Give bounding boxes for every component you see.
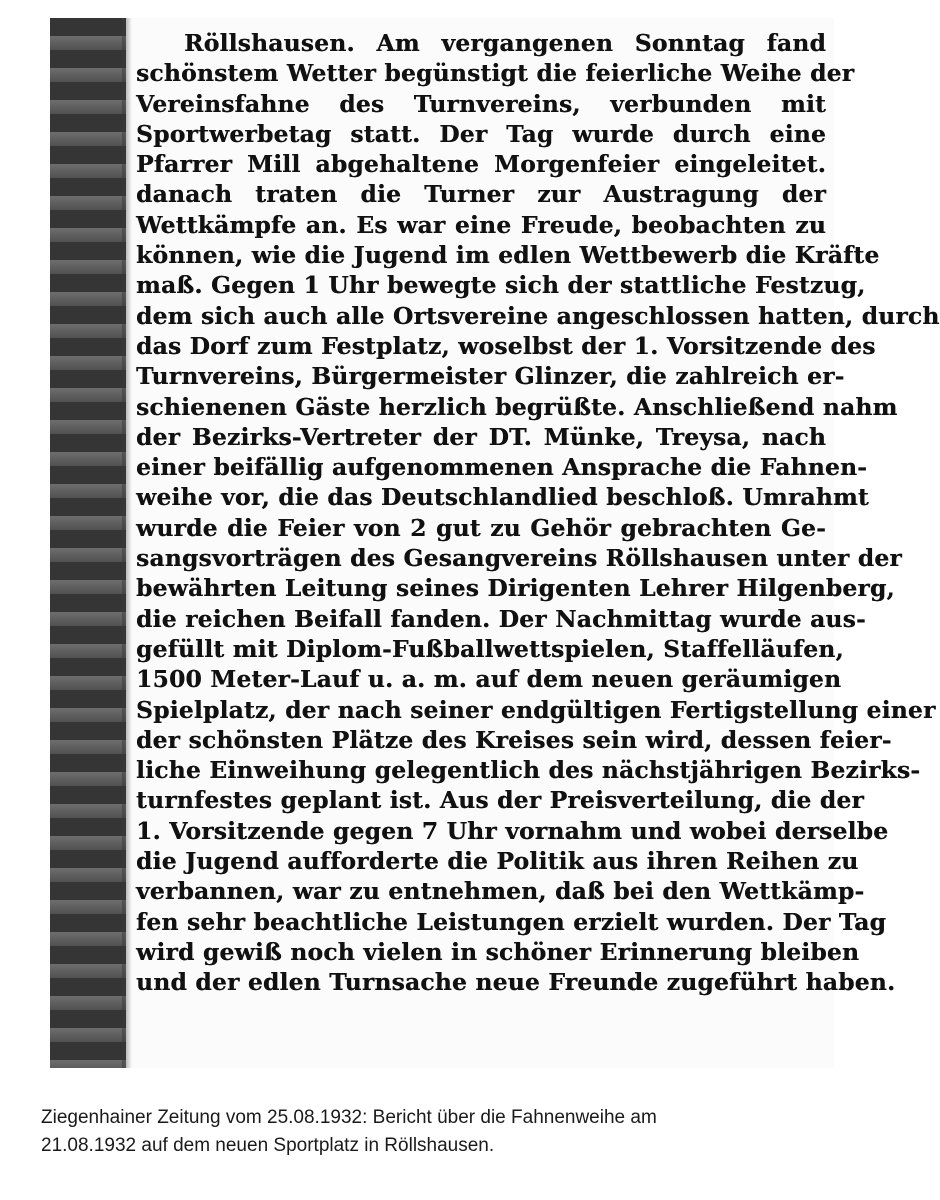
article-line: einer beifällig aufgenommenen Ansprache die Fahnen- (136, 453, 868, 482)
article-line: sangsvorträgen des Gesangvereins Röllshausen unter der (136, 544, 902, 573)
article-line: wird gewiß noch vielen in schöner Erinnerung bleiben (136, 937, 860, 966)
article-line: Spielplatz, der nach seiner endgültigen Fertigstellung einer (136, 695, 936, 724)
article-line: verbannen, war zu entnehmen, daß bei den Wettkämp- (136, 877, 865, 906)
article-line: Pfarrer Mill abgehaltene Morgenfeier eingeleitet. (136, 150, 826, 179)
article-line: gefüllt mit Diplom-Fußballwettspielen, Staffelläufen, (136, 634, 844, 663)
scan-edge-shadow (50, 18, 126, 1068)
article-line: fen sehr beachtliche Leistungen erzielt wurden. Der Tag (136, 907, 887, 936)
article-line: die reichen Beifall fanden. Der Nachmittag wurde aus- (136, 604, 866, 633)
article-line: danach traten die Turner zur Austragung der (136, 180, 826, 209)
article-line: wurde die Feier von 2 gut zu Gehör gebrachten Ge- (136, 513, 826, 542)
article-line: Röllshausen. Am vergangenen Sonntag fand (184, 29, 826, 57)
article-text (136, 28, 940, 998)
article-line: der Bezirks-Vertreter der DT. Münke, Treysa, nach (136, 422, 826, 451)
article-line: die Jugend aufforderte die Politik aus ihren Reihen zu (136, 847, 859, 876)
article-line: schönstem Wetter begünstigt die feierliche Weihe der (136, 59, 855, 88)
article-line: Vereinsfahne des Turnvereins, verbunden mit (136, 89, 826, 118)
caption-line: Ziegenhainer Zeitung vom 25.08.1932: Bericht über die Fahnenweihe am (41, 1107, 657, 1128)
article-line: maß. Gegen 1 Uhr bewegte sich der stattliche Festzug, (136, 271, 866, 300)
article-line: Turnvereins, Bürgermeister Glinzer, die zahlreich er- (136, 362, 845, 391)
article-line: liche Einweihung gelegentlich des nächstjährigen Bezirks- (136, 756, 921, 785)
article-line: 1. Vorsitzende gegen 7 Uhr vornahm und wobei derselbe (136, 816, 889, 845)
article-line: und der edlen Turnsache neue Freunde zugeführt haben. (136, 968, 896, 997)
article-line: dem sich auch alle Ortsvereine angeschlossen hatten, durch (136, 301, 940, 330)
article-line: das Dorf zum Festplatz, woselbst der 1. Vorsitzende des (136, 331, 876, 360)
article-line: weihe vor, die das Deutschlandlied beschloß. Umrahmt (136, 483, 869, 512)
newspaper-clipping (50, 18, 940, 1068)
caption-line: 21.08.1932 auf dem neuen Sportplatz in Röllshausen. (41, 1135, 495, 1156)
article-line: bewährten Leitung seines Dirigenten Lehrer Hilgenberg, (136, 574, 895, 603)
article-line: 1500 Meter-Lauf u. a. m. auf dem neuen geräumigen (136, 665, 842, 694)
article-line: schienenen Gäste herzlich begrüßte. Anschließend nahm (136, 392, 898, 421)
article-line: der schönsten Plätze des Kreises sein wird, dessen feier- (136, 725, 892, 754)
article-line: können, wie die Jugend im edlen Wettbewerb die Kräfte (136, 241, 880, 270)
article-line: Wettkämpfe an. Es war eine Freude, beobachten zu (136, 210, 826, 239)
image-caption (41, 1104, 831, 1160)
article-line: turnfestes geplant ist. Aus der Preisverteilung, die der (136, 786, 864, 815)
article-line: Sportwerbetag statt. Der Tag wurde durch eine (136, 119, 826, 148)
